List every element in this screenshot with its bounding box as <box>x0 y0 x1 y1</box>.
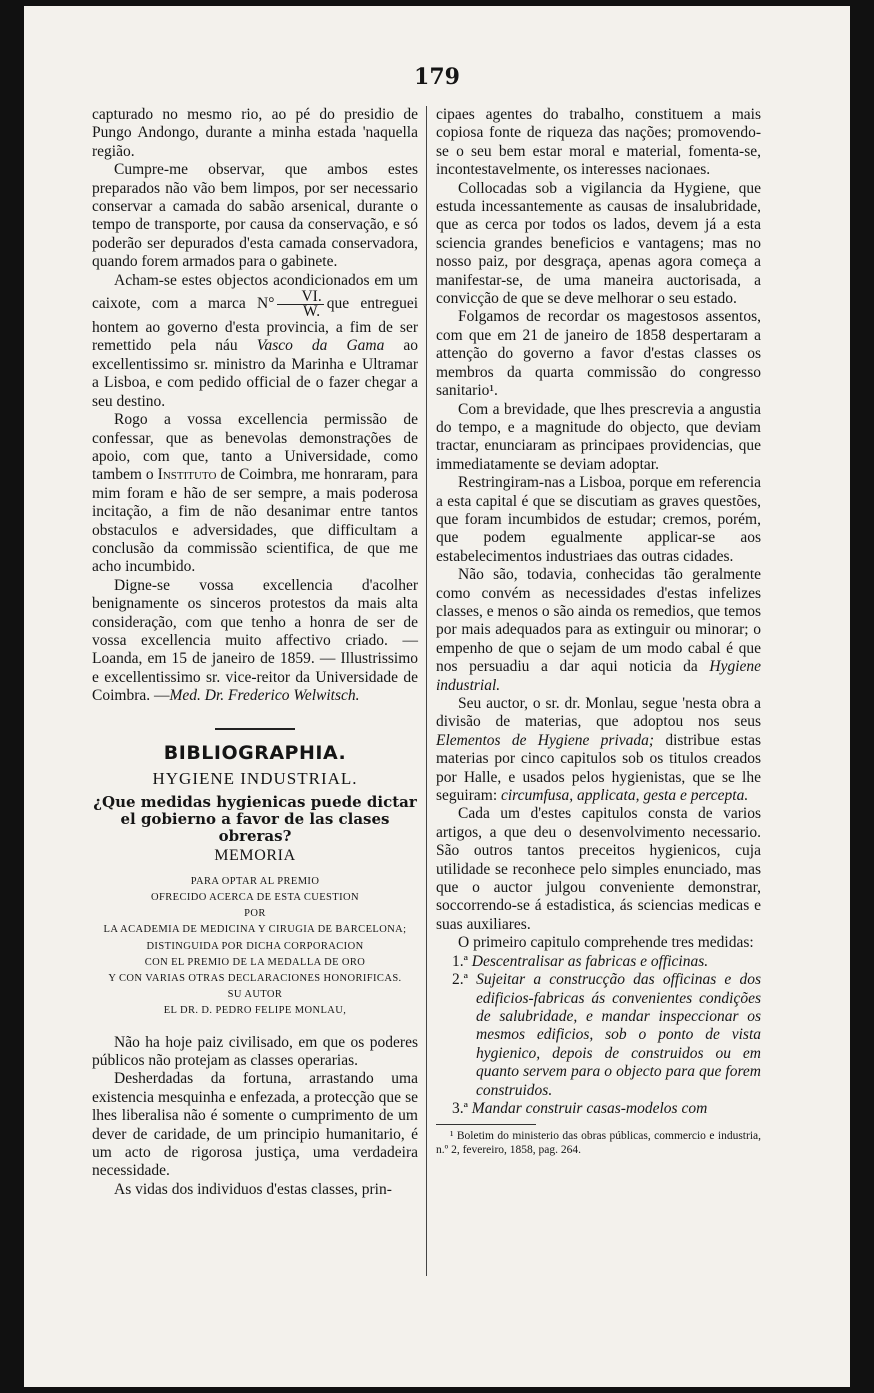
list-number: 2.ª <box>452 971 468 989</box>
paragraph: Cada um d'estes capitulos consta de varios artigos, a que deu o desenvolvimento necessario. São outros tantos preceitos hygienicos, cuja utilidade se reconhece pelo simples enunciado, mas que o auctor julgou conveniente demonstrar, soccorrendo-se á estadistica, ás sciencias medicas e suas auxiliares. <box>436 805 761 933</box>
book-subtitle-line: POR <box>244 908 266 920</box>
paragraph-with-mark <box>92 272 418 411</box>
left-column <box>92 106 418 1199</box>
book-subtitle-line: DISTINGUIDA POR DICHA CORPORACION <box>146 940 364 952</box>
book-title: HYGIENE INDUSTRIAL. <box>152 769 358 788</box>
text: Não são, todavia, conhecidas tão geralmente como convém as necessidades d'estas infelizes classes, e menos o são ainda os remedios, que temos por mais adequados para as extinguir ou minorar; o empenho de que o sejam de um modo cabal é que nos persuadiu a dar aqui noticia da <box>436 566 761 676</box>
book-reference: Hygiene industrial. <box>436 658 762 694</box>
mark-numerator: VI. <box>277 290 323 305</box>
paragraph: Desherdadas da fortuna, arrastando uma existencia mesquinha e enfezada, a protecção que se lhes liberalisa não é somente o cumprimento de um dever de caridade, de um principio humanitario, é um acto de rigorosa justiça, uma verdadeira necessidade. <box>92 1070 418 1180</box>
book-subtitle-line: Y CON VARIAS OTRAS DECLARACIONES HONORIFICAS. <box>108 973 402 985</box>
list-item <box>436 1100 761 1118</box>
book-subtitle-line: PARA OPTAR AL PREMIO <box>190 875 320 887</box>
list-text: Descentralisar as fabricas e officinas. <box>471 952 709 970</box>
column-divider <box>426 106 427 1276</box>
latin-terms: circumfusa, applicata, gesta e percepta. <box>501 787 749 805</box>
paragraph <box>92 577 418 706</box>
list-item <box>436 971 761 1100</box>
paragraph: Collocadas sob a vigilancia da Hygiene, que estuda incessantemente as causas de insalubridade, que as cerca por todos os lados, devem já a esta sciencia grandes beneficios e vantagens; mas no nosso paiz, por desgraça, apenas agora começa a manifestar-se, de uma maneira auctorisada, a convicção de que se deve melhorar o seu estado. <box>436 179 761 308</box>
book-subtitle-line: LA ACADEMIA DE MEDICINA Y CIRUGIA DE BARCELONA; <box>103 924 407 936</box>
ship-name: Vasco da Gama <box>256 337 385 355</box>
box-mark <box>277 290 323 319</box>
right-column <box>436 106 761 1157</box>
book-question: ¿Que medidas hygienicas puede dictar el gobierno a favor de las clases obreras? <box>93 793 417 846</box>
paragraph <box>436 566 761 695</box>
bibliography-heading: BIBLIOGRAPHIA. <box>163 741 347 764</box>
book-reference: Elementos de Hygiene privada; <box>436 731 655 749</box>
paragraph: Restringiram-nas a Lisboa, porque em referencia a esta capital é que se discutiam as graves questões, que foram incumbidos de estudar; cremos, porém, que podem egualmente applicar-se aos estabelecimentos industriaes das outras cidades. <box>436 474 761 565</box>
paragraph: Não ha hoje paiz civilisado, em que os poderes públicos não protejam as classes operarias. <box>92 1033 418 1070</box>
list-text: Mandar construir casas-modelos com <box>471 1099 708 1117</box>
list-number: 1.ª <box>452 952 468 970</box>
paragraph: Folgamos de recordar os magestosos assentos, com que em 21 de janeiro de 1858 despertaram a attenção do governo a favor d'estas classes os membros da quarta commissão do congresso sanitario¹. <box>436 308 761 400</box>
book-memoria: MEMORIA <box>214 847 296 865</box>
text: que entreguei hontem ao governo d'esta provincia, a fim de ser remettido pela náu <box>92 295 418 355</box>
signature: Med. Dr. Frederico Welwitsch. <box>169 687 360 705</box>
paragraph: capturado no mesmo rio, ao pé do presidio de Pungo Andongo, durante a minha estada 'naquella região. <box>92 106 418 160</box>
text: distribue estas materias por cinco capitulos sob os titulos creados por Halle, e usados pelos hygienistas, que se lhe seguiram: <box>436 731 761 805</box>
text: Seu auctor, o sr. dr. Monlau, segue 'nesta obra a divisão de materias, que adoptou nos seus <box>436 695 761 731</box>
instituto-word: Instituto <box>157 466 217 484</box>
paragraph: Com a brevidade, que lhes prescrevia a angustia do tempo, e a magnitude do objecto, que deviam tractar, enunciaram as principaes providencias, que immediatamente se deviam adoptar. <box>436 400 761 473</box>
book-subtitle-line: OFRECIDO ACERCA DE ESTA CUESTION <box>151 892 359 904</box>
paragraph: O primeiro capitulo comprehende tres medidas: <box>458 934 754 952</box>
book-subtitle-line: SU AUTOR <box>227 989 283 1001</box>
footnote: ¹ Boletim do ministerio das obras públicas, commercio e industria, n.º 2, fevereiro, 1858, pag. 264. <box>436 1130 761 1157</box>
paragraph <box>436 695 761 805</box>
list-text: Sujeitar a construcção das officinas e dos edificios-fabricas ás convenientes condições de salubridade, e mandar inspeccionar os mesmos edificios, sob o ponto de vista hygienico, depois de construidos ou em quanto servem para o objecto para que forem construidos. <box>476 971 762 1099</box>
list-number: 3.ª <box>452 1099 468 1117</box>
text: Acham-se estes objectos acondicionados em um caixote, com a marca N° <box>92 271 418 313</box>
text: de Coimbra, me honraram, para mim foram e hão de ser sempre, a mais poderosa incitação, a fim de não desanimar entre tantos obstaculos e adversidades, que difficultam a conclusão da commissão scientifica, de que me acho incumbido. <box>92 466 418 576</box>
paragraph: cipaes agentes do trabalho, constituem a mais copiosa fonte de riqueza das nações; promovendo-se o seu bem estar moral e material, fomenta-se, incontestavelmente, os interesses nacionaes. <box>436 106 761 179</box>
newspaper-page <box>24 6 850 1387</box>
book-subtitle-line: CON EL PREMIO DE LA MEDALLA DE ORO <box>144 956 366 968</box>
paragraph: As vidas dos individuos d'estas classes, prin- <box>114 1180 392 1198</box>
section-rule <box>215 728 295 730</box>
paragraph: Cumpre-me observar, que ambos estes preparados não vão bem limpos, por ser necessario conservar a camada do sabão arsenical, durante o tempo de transporte, por causa da conservação, e só poderão ser depurados d'esta camada conservadora, quando forem armados para o gabinete. <box>92 161 418 271</box>
list-item <box>436 953 761 971</box>
page-number: 179 <box>414 64 460 90</box>
spacer <box>92 1020 418 1034</box>
mark-denominator: W. <box>303 303 321 321</box>
text: Rogo a vossa excellencia permissão de confessar, que as benevolas demonstrações de apoio, com que, tanto a Universidade, como tambem o <box>92 411 418 484</box>
footnote-rule <box>436 1124 536 1125</box>
text: ao excellentissimo sr. ministro da Marinha e Ultramar a Lisboa, e com pedido official de o fazer chegar a seu destino. <box>92 337 419 410</box>
text: Digne-se vossa excellencia d'acolher benignamente os sinceros protestos da mais alta consideração, com que tenho a honra de ser de vossa excellencia muito affectivo criado. — Loanda, em 15 de janeiro de 1859. — Illustrissimo e excellentissimo sr. vice-reitor da Universidade de Coimbra. — <box>92 576 418 705</box>
paragraph <box>92 411 418 577</box>
book-subtitle-line: EL DR. D. PEDRO FELIPE MONLAU, <box>163 1005 347 1017</box>
